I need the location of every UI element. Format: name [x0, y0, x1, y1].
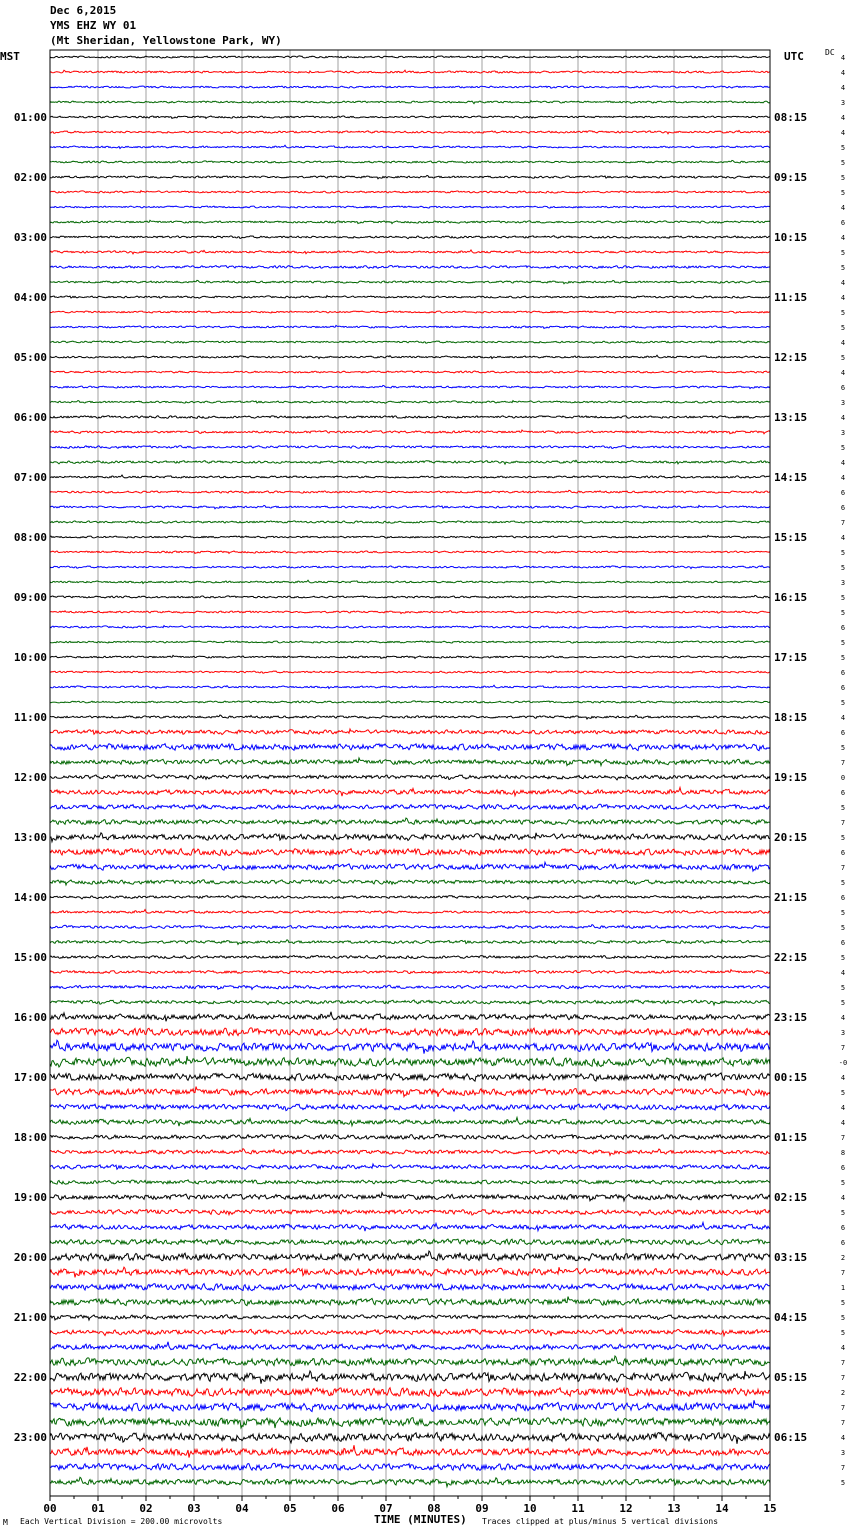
trace-line — [50, 970, 770, 974]
dc-offset-value: 4 — [840, 1344, 846, 1352]
dc-offset-value: 6 — [840, 624, 846, 632]
x-tick-label: 07 — [379, 1502, 393, 1515]
left-hour-label: 07:00 — [13, 471, 47, 484]
dc-offset-value: 3 — [840, 1449, 846, 1457]
left-hour-label: 04:00 — [13, 291, 47, 304]
trace-line — [50, 1418, 770, 1428]
trace-line — [50, 355, 770, 358]
trace-line — [50, 460, 770, 464]
right-hour-label: 09:15 — [774, 171, 808, 184]
dc-offset-value: 4 — [840, 534, 846, 542]
dc-offset-value: 5 — [840, 1329, 846, 1337]
trace-line — [50, 385, 770, 388]
dc-offset-value: 4 — [840, 204, 846, 212]
right-hour-label: 15:15 — [774, 531, 808, 544]
left-hour-label: 05:00 — [13, 351, 47, 364]
right-hour-label: 13:15 — [774, 411, 808, 424]
x-tick-label: 15 — [763, 1502, 777, 1515]
dc-offset-value: 5 — [840, 159, 846, 167]
trace-line — [50, 715, 770, 719]
dc-offset-value: 5 — [840, 984, 846, 992]
dc-offset-value: 4 — [840, 339, 846, 347]
dc-offset-value: 4 — [840, 1434, 846, 1442]
trace-line — [50, 266, 770, 269]
left-hour-label: 22:00 — [13, 1371, 47, 1384]
x-tick-label: 12 — [619, 1502, 633, 1515]
dc-offset-value: 5 — [840, 1179, 846, 1187]
trace-line — [50, 940, 770, 945]
dc-offset-value: 5 — [840, 324, 846, 332]
trace-line — [50, 985, 770, 989]
dc-offset-value: 0 — [840, 774, 846, 782]
right-hour-label: 00:15 — [774, 1071, 808, 1084]
dc-offset-value: 6 — [840, 894, 846, 902]
trace-line — [50, 580, 770, 583]
trace-line — [50, 1388, 770, 1397]
dc-offset-value: 5 — [840, 804, 846, 812]
trace-line — [50, 1400, 770, 1411]
scale-note: Each Vertical Division = 200.00 microvolts — [20, 1517, 223, 1526]
dc-offset-value: 4 — [840, 294, 846, 302]
dc-offset-value: 5 — [840, 1089, 846, 1097]
right-hour-label: 22:15 — [774, 951, 808, 964]
trace-line — [50, 880, 770, 885]
dc-offset-value: 6 — [840, 219, 846, 227]
trace-line — [50, 1073, 770, 1081]
trace-line — [50, 160, 770, 163]
x-tick-label: 03 — [187, 1502, 201, 1515]
right-hour-label: 21:15 — [774, 891, 808, 904]
dc-offset-value: 6 — [840, 789, 846, 797]
trace-line — [50, 862, 770, 871]
trace-line — [50, 1433, 770, 1444]
trace-line — [50, 925, 770, 929]
trace-line — [50, 236, 770, 239]
dc-offset-value: 7 — [840, 1134, 846, 1142]
station-code: YMS EHZ WY 01 — [50, 19, 137, 32]
dc-offset-value: 4 — [840, 54, 846, 62]
trace-line — [50, 804, 770, 809]
dc-offset-value: 4 — [840, 369, 846, 377]
dc-offset-value: 6 — [840, 1239, 846, 1247]
dc-offset-value: 7 — [840, 1374, 846, 1382]
trace-line — [50, 595, 770, 598]
dc-offset-value: 3 — [840, 1029, 846, 1037]
dc-offset-value: 5 — [840, 654, 846, 662]
right-hour-label: 14:15 — [774, 471, 808, 484]
dc-offset-value: 5 — [840, 189, 846, 197]
left-hour-label: 17:00 — [13, 1071, 47, 1084]
dc-offset-value: 1 — [840, 1284, 846, 1292]
dc-offset-value: 6 — [840, 684, 846, 692]
dc-offset-value: 5 — [840, 909, 846, 917]
clip-note: Traces clipped at plus/minus 5 vertical divisions — [482, 1517, 719, 1526]
x-tick-label: 11 — [571, 1502, 585, 1515]
trace-line — [50, 296, 770, 299]
right-time-labels — [774, 111, 807, 1444]
trace-line — [50, 250, 770, 254]
dc-offset-value: 3 — [840, 399, 846, 407]
trace-line — [50, 325, 770, 328]
trace-line — [50, 206, 770, 208]
dc-offset-value: 5 — [840, 834, 846, 842]
dc-offset-value: 4 — [840, 459, 846, 467]
dc-offset-value: 3 — [840, 579, 846, 587]
dc-offset-value: 8 — [840, 1149, 846, 1157]
trace-line — [50, 1329, 770, 1337]
dc-offset-value: 6 — [840, 1224, 846, 1232]
right-hour-label: 23:15 — [774, 1011, 808, 1024]
dc-offset-value: 3 — [840, 99, 846, 107]
trace-line — [50, 626, 770, 629]
left-hour-label: 10:00 — [13, 651, 47, 664]
dc-offset-value: 6 — [840, 849, 846, 857]
left-time-labels — [14, 111, 47, 1444]
dc-offset-value: 5 — [840, 1479, 846, 1487]
trace-line — [50, 175, 770, 178]
trace-line — [50, 1149, 770, 1156]
dc-offset-value: 5 — [840, 354, 846, 362]
trace-line — [50, 1210, 770, 1216]
trace-line — [50, 775, 770, 780]
x-tick-label: 05 — [283, 1502, 297, 1515]
left-hour-label: 13:00 — [13, 831, 47, 844]
x-tick-label: 13 — [667, 1502, 681, 1515]
left-hour-label: 23:00 — [13, 1431, 47, 1444]
trace-line — [50, 490, 770, 493]
left-hour-label: 06:00 — [13, 411, 47, 424]
dc-offset-value: 4 — [840, 234, 846, 242]
trace-line — [50, 145, 770, 148]
dc-offset-value: 7 — [840, 519, 846, 527]
dc-offset-value: 5 — [840, 564, 846, 572]
right-hour-label: 12:15 — [774, 351, 808, 364]
dc-offset-value: 5 — [840, 639, 846, 647]
x-tick-label: 04 — [235, 1502, 249, 1515]
dc-offset-value: 4 — [840, 1014, 846, 1022]
right-timezone: UTC — [784, 50, 804, 63]
dc-offset-value: 4 — [840, 1194, 846, 1202]
dc-offset-value: 6 — [840, 384, 846, 392]
station-location: (Mt Sheridan, Yellowstone Park, WY) — [50, 34, 282, 47]
trace-line — [50, 1087, 770, 1097]
trace-line — [50, 1239, 770, 1245]
dc-offset-value: 5 — [840, 954, 846, 962]
trace-line — [50, 56, 770, 58]
dc-offset-labels — [839, 54, 847, 1487]
dc-offset-value: 7 — [840, 1419, 846, 1427]
x-tick-label: 00 — [43, 1502, 57, 1515]
trace-line — [50, 1477, 770, 1486]
left-hour-label: 16:00 — [13, 1011, 47, 1024]
trace-line — [50, 131, 770, 134]
dc-offset-value: 4 — [840, 69, 846, 77]
right-hour-label: 18:15 — [774, 711, 808, 724]
trace-line — [50, 671, 770, 674]
trace-line — [50, 788, 770, 797]
dc-offset-value: 5 — [840, 144, 846, 152]
dc-offset-value: 6 — [840, 489, 846, 497]
dc-offset-value: 4 — [840, 1119, 846, 1127]
trace-line — [50, 818, 770, 825]
trace-line — [50, 758, 770, 766]
x-tick-label: 08 — [427, 1502, 441, 1515]
trace-line — [50, 685, 770, 688]
left-hour-label: 20:00 — [13, 1251, 47, 1264]
left-hour-label: 08:00 — [13, 531, 47, 544]
right-hour-label: 06:15 — [774, 1431, 808, 1444]
trace-line — [50, 1251, 770, 1261]
dc-offset-value: 4 — [840, 474, 846, 482]
left-hour-label: 11:00 — [13, 711, 47, 724]
trace-line — [50, 1463, 770, 1470]
dc-offset-value: 7 — [840, 1269, 846, 1277]
dc-offset-value: 4 — [840, 969, 846, 977]
dc-offset-value: 5 — [840, 549, 846, 557]
trace-line — [50, 1371, 770, 1384]
trace-line — [50, 611, 770, 614]
dc-offset-value: 5 — [840, 594, 846, 602]
dc-offset-value: 5 — [840, 264, 846, 272]
right-hour-label: 16:15 — [774, 591, 808, 604]
trace-line — [50, 70, 770, 73]
dc-offset-value: 7 — [840, 1359, 846, 1367]
dc-offset-value: 5 — [840, 1314, 846, 1322]
dc-offset-value: 7 — [840, 1044, 846, 1052]
left-hour-label: 18:00 — [13, 1131, 47, 1144]
trace-line — [50, 1012, 770, 1022]
right-hour-label: 04:15 — [774, 1311, 808, 1324]
trace-line — [50, 551, 770, 553]
trace-line — [50, 566, 770, 569]
dc-offset-value: 7 — [840, 819, 846, 827]
trace-line — [50, 521, 770, 523]
trace-line — [50, 1315, 770, 1320]
trace-line — [50, 1028, 770, 1036]
trace-line — [50, 895, 770, 899]
trace-line — [50, 116, 770, 118]
dc-offset-value: 5 — [840, 879, 846, 887]
trace-line — [50, 311, 770, 313]
x-tick-label: 02 — [139, 1502, 153, 1515]
dc-offset-value: 2 — [840, 1254, 846, 1262]
dc-offset-value: 5 — [840, 309, 846, 317]
trace-line — [50, 1164, 770, 1170]
trace-line — [50, 416, 770, 419]
dc-offset-value: 4 — [840, 279, 846, 287]
left-timezone: MST — [0, 50, 20, 63]
trace-line — [50, 1118, 770, 1127]
right-hour-label: 10:15 — [774, 231, 808, 244]
trace-line — [50, 505, 770, 508]
seismic-traces — [50, 56, 770, 1487]
trace-line — [50, 280, 770, 284]
x-tick-label: 01 — [91, 1502, 105, 1515]
x-tick-label: 09 — [475, 1502, 489, 1515]
dc-offset-value: 5 — [840, 744, 846, 752]
trace-line — [50, 1356, 770, 1366]
trace-line — [50, 535, 770, 538]
trace-line — [50, 1000, 770, 1005]
chart-date: Dec 6,2015 — [50, 4, 117, 17]
trace-line — [50, 849, 770, 856]
right-hour-label: 01:15 — [774, 1131, 808, 1144]
dc-offset-value: -0 — [838, 1059, 848, 1067]
dc-offset-value: 4 — [840, 1104, 846, 1112]
trace-line — [50, 701, 770, 703]
trace-line — [50, 101, 770, 104]
dc-offset-value: 6 — [840, 729, 846, 737]
x-tick-label: 10 — [523, 1502, 537, 1515]
trace-line — [50, 1040, 770, 1053]
dc-offset-value: 4 — [840, 129, 846, 137]
dc-offset-value: 5 — [840, 174, 846, 182]
trace-line — [50, 1284, 770, 1291]
right-hour-label: 19:15 — [774, 771, 808, 784]
dc-offset-value: 5 — [840, 699, 846, 707]
trace-line — [50, 641, 770, 643]
trace-line — [50, 1056, 770, 1067]
right-hour-label: 02:15 — [774, 1191, 808, 1204]
trace-line — [50, 744, 770, 751]
corner-mark: M — [3, 1518, 8, 1527]
dc-label: DC — [825, 48, 835, 57]
right-hour-label: 20:15 — [774, 831, 808, 844]
dc-offset-value: 7 — [840, 1404, 846, 1412]
trace-line — [50, 191, 770, 194]
dc-offset-value: 7 — [840, 1464, 846, 1472]
trace-line — [50, 1180, 770, 1184]
trace-line — [50, 729, 770, 735]
dc-offset-value: 4 — [840, 414, 846, 422]
right-hour-label: 17:15 — [774, 651, 808, 664]
x-axis-label: TIME (MINUTES) — [374, 1513, 467, 1526]
dc-offset-value: 6 — [840, 1164, 846, 1172]
dc-offset-value: 6 — [840, 669, 846, 677]
dc-offset-value: 4 — [840, 114, 846, 122]
left-hour-label: 03:00 — [13, 231, 47, 244]
trace-line — [50, 910, 770, 914]
trace-line — [50, 1104, 770, 1111]
trace-line — [50, 86, 770, 88]
dc-offset-value: 7 — [840, 864, 846, 872]
trace-line — [50, 1134, 770, 1139]
dc-offset-value: 6 — [840, 939, 846, 947]
left-hour-label: 21:00 — [13, 1311, 47, 1324]
left-hour-label: 09:00 — [13, 591, 47, 604]
dc-offset-value: 5 — [840, 1209, 846, 1217]
dc-offset-value: 3 — [840, 429, 846, 437]
right-hour-label: 05:15 — [774, 1371, 808, 1384]
left-hour-label: 12:00 — [13, 771, 47, 784]
dc-offset-value: 7 — [840, 759, 846, 767]
x-tick-label: 14 — [715, 1502, 729, 1515]
trace-line — [50, 1193, 770, 1201]
trace-line — [50, 1445, 770, 1457]
trace-line — [50, 1342, 770, 1350]
trace-line — [50, 655, 770, 658]
trace-line — [50, 430, 770, 434]
left-hour-label: 01:00 — [13, 111, 47, 124]
trace-line — [50, 475, 770, 478]
trace-line — [50, 446, 770, 449]
dc-offset-value: 6 — [840, 504, 846, 512]
right-hour-label: 11:15 — [774, 291, 808, 304]
dc-offset-value: 5 — [840, 444, 846, 452]
trace-line — [50, 401, 770, 404]
left-hour-label: 02:00 — [13, 171, 47, 184]
right-hour-label: 03:15 — [774, 1251, 808, 1264]
dc-offset-value: 5 — [840, 249, 846, 257]
trace-line — [50, 1223, 770, 1232]
trace-line — [50, 956, 770, 959]
dc-offset-value: 4 — [840, 84, 846, 92]
left-hour-label: 19:00 — [13, 1191, 47, 1204]
trace-line — [50, 833, 770, 842]
trace-line — [50, 341, 770, 344]
trace-line — [50, 220, 770, 223]
trace-line — [50, 371, 770, 373]
trace-line — [50, 1297, 770, 1306]
left-hour-label: 14:00 — [13, 891, 47, 904]
trace-line — [50, 1267, 770, 1277]
right-hour-label: 08:15 — [774, 111, 808, 124]
dc-offset-value: 5 — [840, 999, 846, 1007]
dc-offset-value: 5 — [840, 924, 846, 932]
dc-offset-value: 4 — [840, 1074, 846, 1082]
dc-offset-value: 5 — [840, 1299, 846, 1307]
dc-offset-value: 4 — [840, 714, 846, 722]
x-tick-label: 06 — [331, 1502, 345, 1515]
dc-offset-value: 5 — [840, 609, 846, 617]
dc-offset-value: 2 — [840, 1389, 846, 1397]
left-hour-label: 15:00 — [13, 951, 47, 964]
